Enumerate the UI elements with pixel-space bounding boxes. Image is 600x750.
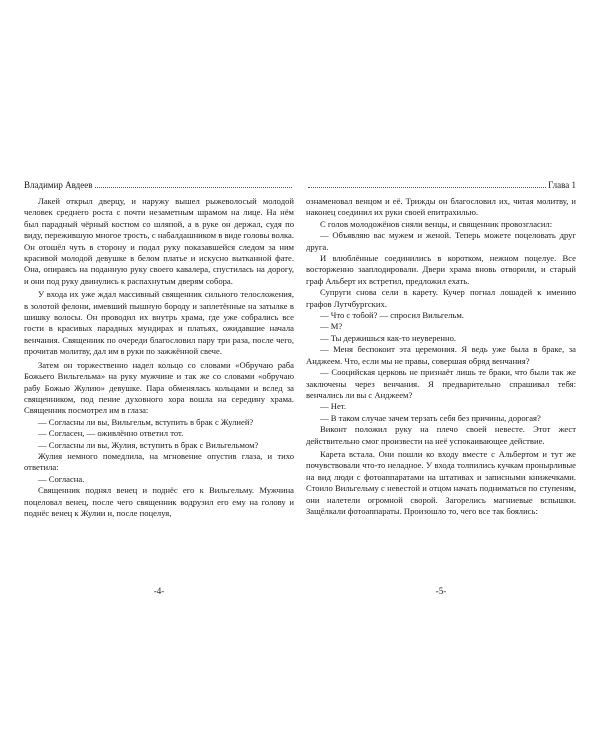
paragraph: И влюблённые соединились в коротком, нежном поцелуе. Все восторженно зааплодировали. Двери храма вновь отворили, и старый граф Альберт их встретил, предложил ехать. xyxy=(306,253,576,286)
dialogue-line: — В таком случае зачем терзать себя без причины, дорогая? xyxy=(320,412,541,423)
left-page xyxy=(24,0,294,750)
paragraph: С голов молодожёнов сняли венцы, и священник провозгласил: xyxy=(320,218,553,229)
author-name: Владимир Авдеев xyxy=(24,180,93,190)
paragraph: Затем он торжественно надел кольцо со словами «Обручаю раба Божьего Вильгельма» на руку мужчине и так же со словами «обручаю рабу Божью Жулию» девушке. Пара обменялась кольцами и вслед за священником, под пение духовного хора вошла на середину храма. Священник посмотрел им в глаза: xyxy=(24,359,294,416)
dialogue-line: — М? xyxy=(320,321,343,332)
dialogue-line: — Согласен, — оживлённо ответил тот. xyxy=(38,428,184,439)
paragraph: Супруги снова сели в карету. Кучер погнал лошадей к имению графов Лутчбургских. xyxy=(306,287,576,309)
paragraph: У входа их уже ждал массивный священник сильного телосложения, в золотой фелони, имевший пышную бороду и заплетённые на затылке в шишку волосы. Он проводил их внутрь храма, где уже собрались все гости в красивых парадных мундирах и платьях, ожидавшие начала венчания. Священник по очереди благословил пару три раза, после чего, прочитав молитву, дал им в руки по зажжённой свече. xyxy=(24,289,294,357)
header-dotted-leader xyxy=(95,180,293,188)
paragraph: Священник поднял венец и поднёс его к Вильгельму. Мужчина поцеловал венец, после чего священник водрузил его ему на голову и поднёс венец к Жулии и, после поцелуя, xyxy=(24,485,294,518)
right-running-head xyxy=(306,180,576,191)
right-page xyxy=(306,0,576,750)
dialogue-line: — Сооцийская церковь не признаёт лишь те браки, что были так же заключены через венчания. Я предварительно спрашивал тебя: венчались ли вы с Анджеем? xyxy=(306,367,576,400)
paragraph: Виконт положил руку на плечо своей невесте. Этот жест действительно смог произвести на неё успокаивающее действие. xyxy=(306,424,576,446)
paragraph: ознаменовал венцом и её. Трижды он благословил их, читая молитву, и наконец соединил их руки своей епитрахилью. xyxy=(306,196,576,218)
chapter-title: Глава 1 xyxy=(548,180,576,190)
left-page-number: -4- xyxy=(153,586,165,596)
right-page-number: -5- xyxy=(435,586,447,596)
paragraph: Карета встала. Они пошли ко входу вместе с Альбертом и тут же почувствовали что-то неладное. У входа толпились кучкам пронырливые на вид люди с фотоаппаратами на штативах и записными книжечками. Стоило Вильгельму с невестой и отцом начать подниматься по ступеням, они налетели огромной сворой. Загорелись магниевые вспышки. Защёлкали фотоаппараты. Произошло то, чего все так боялись: xyxy=(306,448,576,516)
dialogue-line: — Меня беспокоит эта церемония. Я ведь уже была в браке, за Анджеем. Что, если мы не правы, совершая обряд венчания? xyxy=(306,344,576,366)
paragraph: Лакей открыл дверцу, и наружу вышел рыжеволосый молодой человек среднего роста с почти незаметным шрамом на лице. На нём был парадный чёрный костюм со шляпой, а в руке он держал, судя по виду, пережившую многое трость, с набалдашником в виде головы волка. Он отошёл чуть в сторону и подал руку показавшейся следом за ним красивой молодой девушке в белом платье и искусно вытканной фате. Она, опираясь на поданную руку своего кавалера, спустилась на дорогу, и они под руку двинулись к распахнутым дверям собора. xyxy=(24,196,294,286)
dialogue-line: — Согласна. xyxy=(38,473,85,484)
header-dotted-leader xyxy=(308,180,546,188)
left-running-head xyxy=(24,180,294,191)
right-page-text xyxy=(306,196,576,517)
dialogue-line: — Объявляю вас мужем и женой. Теперь можете поцеловать друг друга. xyxy=(306,230,576,252)
paragraph: Жулия немного помедлила, на мгновение опустив глаза, и тихо ответила: xyxy=(24,450,294,473)
dialogue-line: — Согласны ли вы, Вильгельм, вступить в брак с Жулией? xyxy=(38,416,254,427)
dialogue-line: — Ты держишься как-то неуверенно. xyxy=(320,332,457,343)
dialogue-line: — Что с тобой? — спросил Вильгельм. xyxy=(320,310,464,321)
left-page-text xyxy=(24,196,294,519)
dialogue-line: — Согласны ли вы, Жулия, вступить в брак с Вильгельмом? xyxy=(38,439,259,450)
dialogue-line: — Нет. xyxy=(320,401,347,412)
